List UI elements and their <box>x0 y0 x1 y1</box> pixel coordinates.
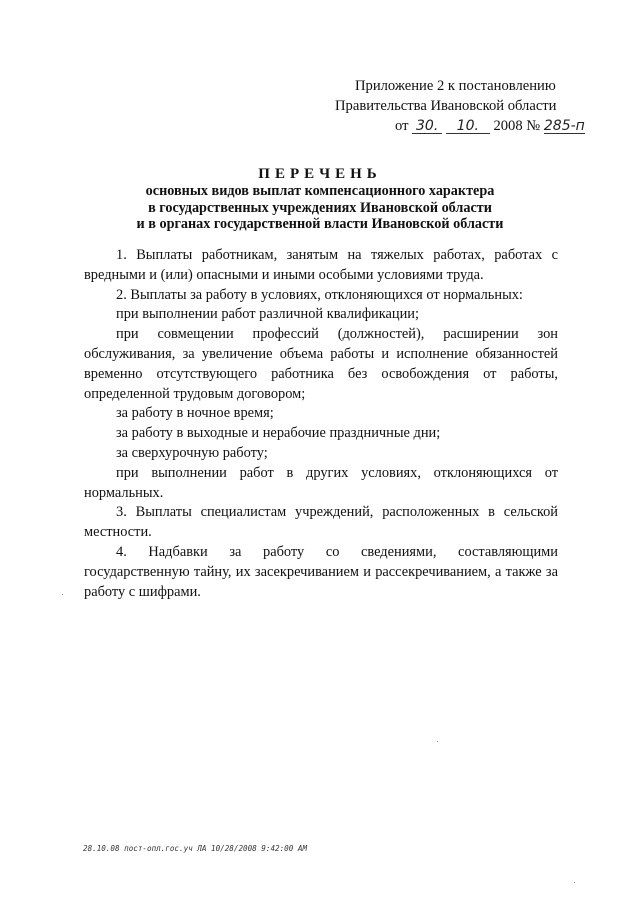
paragraph-subitem: за работу в выходные и нерабочие праздничные дни; <box>116 425 441 442</box>
document-footer-stamp: 28.10.08 пост-опл.гос.уч ЛА 10/28/2008 9:42:00 AM <box>83 844 308 853</box>
number-sign: № <box>526 118 541 134</box>
date-year: 2008 <box>493 118 523 134</box>
header-line-government: Правительства Ивановской области <box>335 98 557 114</box>
handwritten-date-month: 10. <box>446 119 490 134</box>
paragraph-subitem: при совмещении профессий (должностей), расширении зон обслуживания, за увеличение объема работы и исполнение обязанностей временно отсутствующего работника без освобождения от работы, определенной трудовым договором; <box>84 326 558 402</box>
document-title: ПЕРЕЧЕНЬ <box>258 166 382 182</box>
paragraph-subitem: при выполнении работ в других условиях, отклоняющихся от нормальных. <box>84 464 558 501</box>
paragraph-item-1: 1. Выплаты работникам, занятым на тяжелых работах, работах с вредными и (или) опасными и иными особыми условиями труда. <box>84 247 558 283</box>
paragraph-subitem: при выполнении работ различной квалификации; <box>116 306 419 323</box>
paragraph-item-4: 4. Надбавки за работу со сведениями, составляющими государственную тайну, их засекречиванием и рассекречиванием, а также за работу с шифрами. <box>84 543 558 600</box>
document-subtitle <box>100 183 540 233</box>
paragraph-subitem: за сверхурочную работу; <box>116 444 268 461</box>
scan-speck <box>437 741 438 742</box>
handwritten-document-number: 285-п <box>543 118 585 134</box>
paragraph-item-2: 2. Выплаты за работу в условиях, отклоняющихся от нормальных: <box>116 286 523 303</box>
paragraph-subitem: за работу в ночное время; <box>116 405 274 422</box>
scan-speck <box>62 594 63 595</box>
date-prefix: от <box>395 118 409 134</box>
scan-speck <box>574 882 575 883</box>
handwritten-date-day: 30. <box>412 119 442 134</box>
subtitle-line: и в органах государственной власти Ивановской области <box>136 216 504 232</box>
document-body <box>84 246 558 602</box>
paragraph-item-3: 3. Выплаты специалистам учреждений, расположенных в сельской местности. <box>84 504 558 541</box>
document-header <box>330 76 590 136</box>
subtitle-line: основных видов выплат компенсационного характера <box>145 183 495 199</box>
subtitle-line: в государственных учреждениях Ивановской области <box>148 199 492 216</box>
header-line-date-number <box>330 116 590 136</box>
header-line-appendix: Приложение 2 к постановлению <box>355 78 556 94</box>
